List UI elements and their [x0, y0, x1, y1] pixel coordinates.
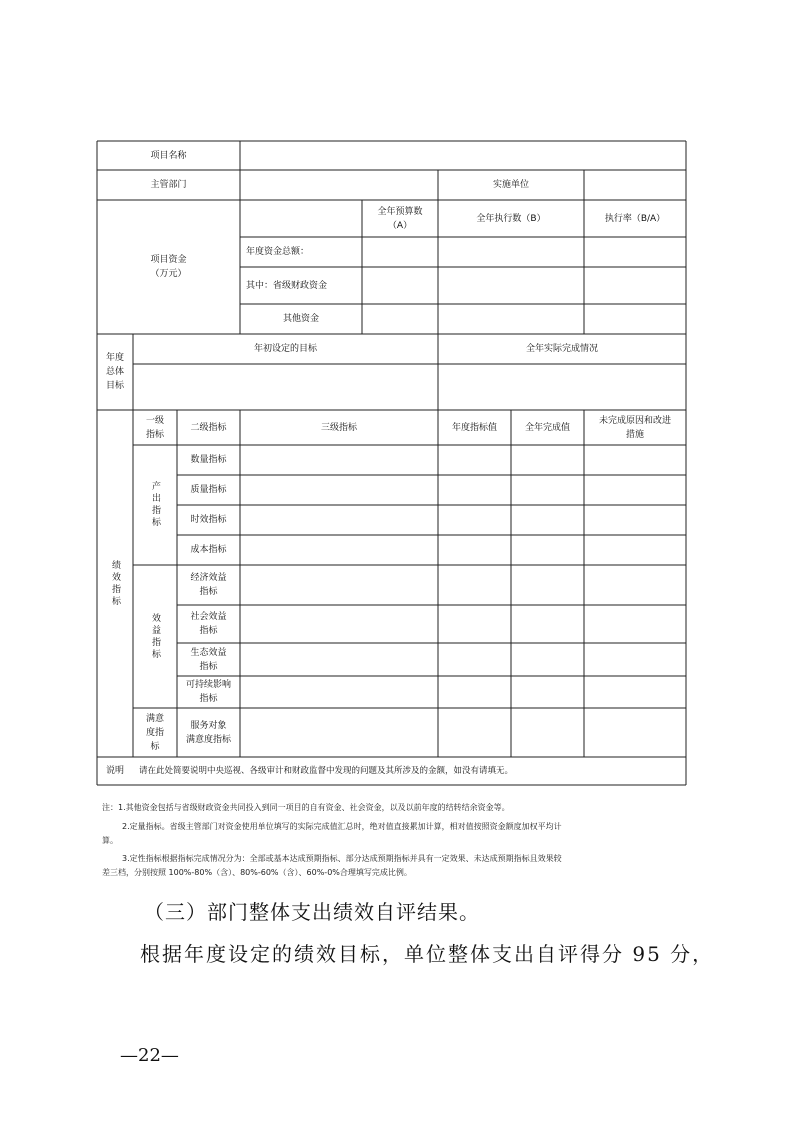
quantity-indicator-label: 数量指标	[190, 455, 227, 465]
note-2-continued: 算。	[102, 836, 118, 845]
satisfaction-indicators-label: 满意 度指 标	[145, 713, 164, 752]
ecological-benefit-label: 生态效益 指标	[190, 647, 227, 672]
cost-indicator-label: 成本指标	[190, 545, 227, 555]
exec-rate-label: 执行率（B/A）	[604, 213, 666, 224]
initial-goal-value[interactable]	[133, 364, 438, 410]
level3-header: 三级指标	[320, 422, 357, 433]
completed-value-header: 全年完成值	[524, 422, 570, 433]
annual-total-label: 年度资金总额：	[246, 247, 310, 257]
social-benefit-label: 社会效益 指标	[190, 612, 227, 636]
project-name-label: 项目名称	[150, 150, 187, 161]
benefit-indicators-label: 效益指标	[150, 612, 160, 661]
project-name-value[interactable]	[240, 141, 686, 170]
output-indicators-label: 产出指标	[150, 481, 160, 529]
note-2: 2.定量指标。省级主管部门对资金使用单位填写的实际完成值汇总时，绝对值直接累加计算，相对值按照资金额度加权平均计	[122, 822, 562, 831]
economic-benefit-label: 经济效益 指标	[190, 573, 227, 597]
remarks-label: 说明	[105, 766, 124, 776]
dept-value[interactable]	[240, 170, 438, 200]
level1-header: 一级 指标	[145, 415, 164, 440]
annual-exec-label: 全年执行数（B）	[476, 213, 546, 224]
target-value-header: 年度指标值	[451, 422, 497, 433]
page-number: —22—	[120, 1045, 179, 1066]
level2-header: 二级指标	[190, 422, 227, 433]
dept-label: 主管部门	[150, 180, 187, 190]
note-3: 3.定性指标根据指标完成情况分为：全部或基本达成预期指标、部分达成预期指标并具有一定效果、未达成预期指标且效果较	[122, 854, 562, 863]
actual-completion-value[interactable]	[438, 364, 686, 410]
timeliness-indicator-label: 时效指标	[190, 515, 227, 525]
note-3-continued: 差三档，分别按照 100%-80%（含）、80%-60%（含）、60%-0%合理填写完成比例。	[102, 868, 412, 877]
sustainable-impact-label: 可持续影响 指标	[185, 680, 231, 704]
note-1: 注：1.其他资金包括与省级财政资金共同投入到同一项目的自有资金、社会资金，以及以前年度的结转结余资金等。	[102, 803, 510, 812]
service-satisfaction-label: 服务对象 满意度指标	[185, 720, 231, 745]
section-heading: （三）部门整体支出绩效自评结果。	[144, 900, 480, 924]
provincial-funds-label: 其中：省级财政资金	[246, 280, 328, 291]
initial-goal-label: 年初设定的目标	[253, 344, 317, 354]
perf-indicators-label: 绩效指标	[110, 559, 120, 608]
funds-label: 项目资金 （万元）	[150, 255, 187, 279]
other-funds-label: 其他资金	[282, 314, 319, 324]
annual-budget-label: 全年预算数 （A）	[377, 206, 423, 231]
annual-goal-label: 年度 总体 目标	[105, 353, 124, 391]
reason-header: 未完成原因和改进 措施	[598, 415, 671, 440]
body-paragraph: 根据年度设定的绩效目标，单位整体支出自评得分 95 分，	[140, 942, 715, 966]
actual-completion-label: 全年实际完成情况	[525, 344, 598, 354]
remarks-text: 请在此处简要说明中央巡视、各级审计和财政监督中发现的问题及其所涉及的金额，如没有请填无。	[139, 766, 514, 776]
quality-indicator-label: 质量指标	[190, 485, 227, 495]
implementer-label: 实施单位	[492, 180, 529, 190]
implementer-value[interactable]	[584, 170, 686, 200]
